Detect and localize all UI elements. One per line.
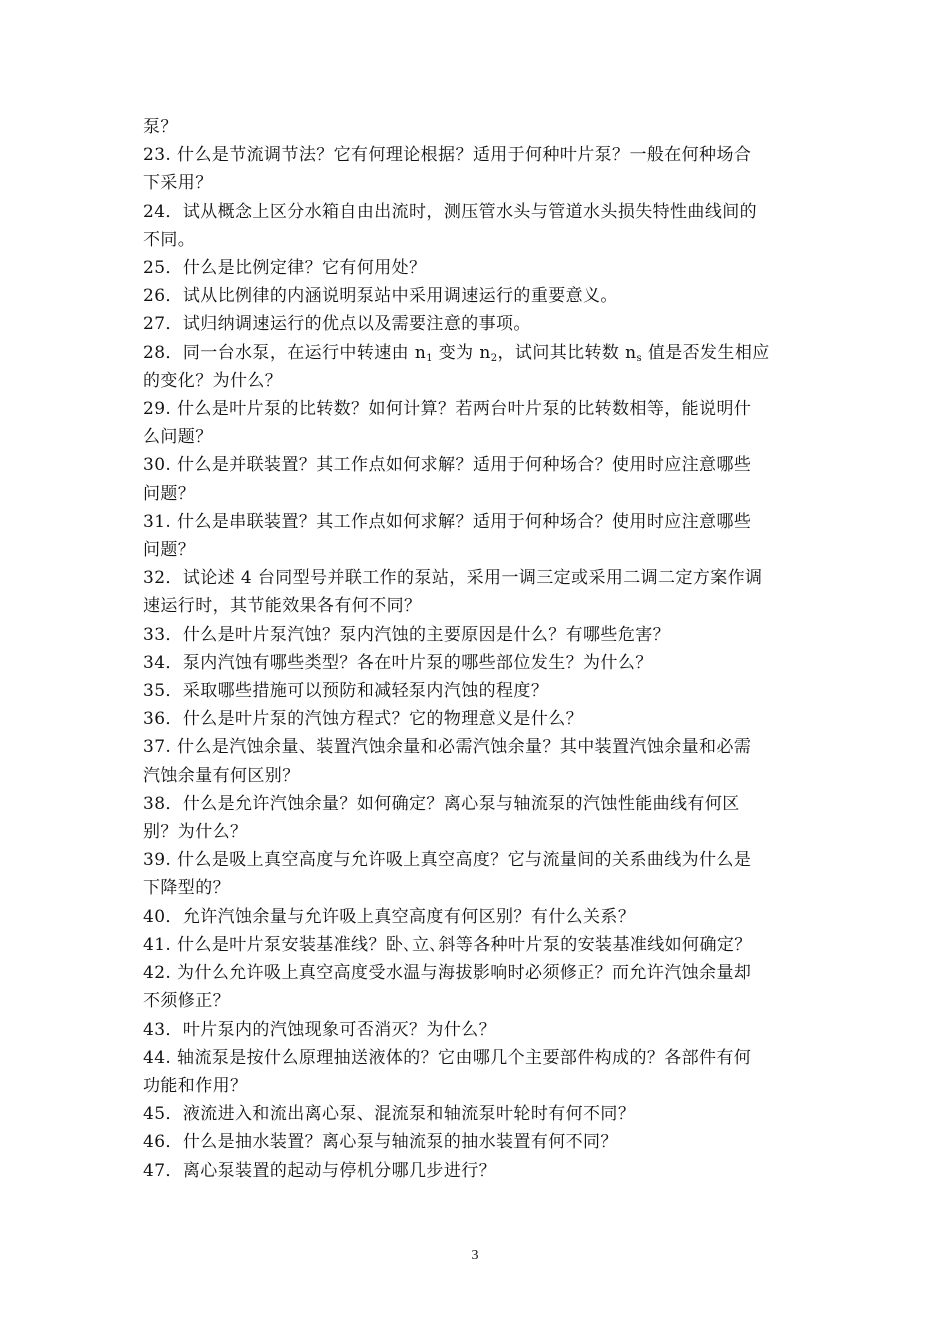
question-47: 47．离心泵装置的起动与停机分哪几步进行？ [143,1160,497,1181]
question-37: 37. 什么是汽蚀余量、装置汽蚀余量和必需汽蚀余量？其中装置汽蚀余量和必需 [143,737,752,758]
document-body [143,113,833,1185]
question-29: 29. 什么是叶片泵的比转数？如何计算？若两台叶片泵的比转数相等，能说明什 [143,399,752,420]
question-42: 42. 为什么允许吸上真空高度受水温与海拔影响时必须修正？而允许汽蚀余量却 [143,963,752,984]
n2-subscript: 2 [490,352,498,364]
ns-symbol: n [625,342,637,363]
question-26: 26．试从比例律的内涵说明泵站中采用调速运行的重要意义。 [143,286,618,307]
question-43: 43．叶片泵内的汽蚀现象可否消灭？为什么？ [143,1019,497,1040]
text-line: 的变化？为什么？ [143,370,283,391]
text-line: 速运行时，其节能效果各有何不同？ [143,596,422,617]
text-line: 汽蚀余量有何区别？ [143,765,300,786]
question-38: 38．什么是允许汽蚀余量？如何确定？离心泵与轴流泵的汽蚀性能曲线有何区 [143,793,740,814]
text-line: 别？为什么？ [143,822,248,843]
question-23: 23. 什么是节流调节法？它有何理论根据？适用于何种叶片泵？一般在何种场合 [143,145,752,166]
question-45: 45．液流进入和流出离心泵、混流泵和轴流泵叶轮时有何不同？ [143,1104,636,1125]
q28-part-c: ，试问其比转数 [497,342,626,363]
ns-subscript: s [636,352,643,364]
question-46: 46．什么是抽水装置？离心泵与轴流泵的抽水装置有何不同？ [143,1132,618,1153]
q28-part-d: 值是否发生相应 [642,342,770,363]
question-27: 27．试归纳调速运行的优点以及需要注意的事项。 [143,314,531,335]
question-35: 35．采取哪些措施可以预防和减轻泵内汽蚀的程度？ [143,681,549,702]
question-30: 30. 什么是并联装置？其工作点如何求解？适用于何种场合？使用时应注意哪些 [143,455,752,476]
question-31: 31. 什么是串联装置？其工作点如何求解？适用于何种场合？使用时应注意哪些 [143,511,752,532]
question-33: 33．什么是叶片泵汽蚀？泵内汽蚀的主要原因是什么？有哪些危害？ [143,624,671,645]
question-32: 32．试论述 4 台同型号并联工作的泵站，采用一调三定或采用二调二定方案作调 [143,568,763,589]
question-34: 34．泵内汽蚀有哪些类型？各在叶片泵的哪些部位发生？为什么？ [143,652,653,673]
text-line: 问题？ [143,540,196,561]
text-line: 不同。 [143,229,196,250]
question-40: 40．允许汽蚀余量与允许吸上真空高度有何区别？有什么关系？ [143,906,636,927]
q28-part-b: 变为 [432,342,480,363]
question-28 [143,339,833,367]
question-44: 44. 轴流泵是按什么原理抽送液体的？它由哪几个主要部件构成的？各部件有何 [143,1047,752,1068]
n1-symbol: n [414,342,427,363]
question-24: 24．试从概念上区分水箱自由出流时，测压管水头与管道水头损失特性曲线间的 [143,201,758,222]
text-line: 下降型的？ [143,878,230,899]
question-41: 41. 什么是叶片泵安装基准线？卧､立､斜等各种叶片泵的安装基准线如何确定？ [143,934,752,955]
n2-symbol: n [479,342,491,363]
q28-part-a: 28．同一台水泵，在运行中转速由 [143,342,415,363]
n1-subscript: 1 [426,352,433,364]
question-39: 39. 什么是吸上真空高度与允许吸上真空高度？它与流量间的关系曲线为什么是 [143,850,752,871]
text-line: 问题？ [143,483,196,504]
text-line: 么问题？ [143,427,213,448]
text-line: 不须修正？ [143,991,230,1012]
question-36: 36．什么是叶片泵的汽蚀方程式？它的物理意义是什么？ [143,709,584,730]
text-line: 功能和作用？ [143,1075,248,1096]
question-25: 25．什么是比例定律？它有何用处？ [143,258,427,279]
text-line: 下采用？ [143,173,213,194]
text-line: 泵？ [143,117,178,137]
page-number: 3 [471,1248,479,1263]
